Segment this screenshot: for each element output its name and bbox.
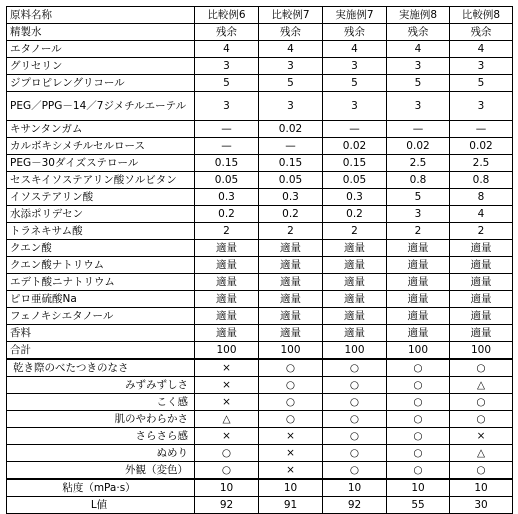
metric-row: [7, 497, 513, 514]
value-cell: 0.05: [323, 172, 387, 189]
ingredient-row: [7, 206, 513, 223]
value-cell: —: [259, 138, 323, 155]
ingredient-row: [7, 240, 513, 257]
value-cell: 10: [450, 479, 513, 497]
value-cell: 5: [195, 75, 259, 92]
ingredient-row: [7, 155, 513, 172]
value-cell: 適量: [387, 325, 450, 342]
value-cell: △: [195, 411, 259, 428]
row-label: グリセリン: [7, 58, 195, 75]
row-label: キサンタンガム: [7, 121, 195, 138]
value-cell: ○: [387, 394, 450, 411]
value-cell: 適量: [450, 325, 513, 342]
row-label: カルボキシメチルセルロース: [7, 138, 195, 155]
header-cell: 比較例6: [195, 7, 259, 24]
value-cell: 適量: [195, 291, 259, 308]
value-cell: 0.02: [450, 138, 513, 155]
header-cell: 原料名称: [7, 7, 195, 24]
value-cell: 適量: [323, 257, 387, 274]
value-cell: 適量: [387, 257, 450, 274]
value-cell: 2.5: [450, 155, 513, 172]
value-cell: 適量: [323, 274, 387, 291]
value-cell: ○: [450, 359, 513, 377]
ingredient-row: [7, 172, 513, 189]
value-cell: 0.15: [323, 155, 387, 172]
value-cell: △: [450, 377, 513, 394]
value-cell: ○: [259, 394, 323, 411]
value-cell: 残余: [259, 24, 323, 41]
ingredient-row: [7, 308, 513, 325]
header-row: [7, 7, 513, 24]
value-cell: 0.2: [195, 206, 259, 223]
evaluation-row: [7, 411, 513, 428]
value-cell: 2: [323, 223, 387, 240]
value-cell: 0.02: [323, 138, 387, 155]
value-cell: ○: [259, 377, 323, 394]
value-cell: 4: [195, 41, 259, 58]
value-cell: ○: [323, 359, 387, 377]
value-cell: ○: [323, 394, 387, 411]
value-cell: ○: [195, 445, 259, 462]
value-cell: 0.3: [323, 189, 387, 206]
value-cell: ○: [387, 462, 450, 480]
value-cell: 100: [323, 342, 387, 360]
value-cell: 4: [450, 206, 513, 223]
value-cell: ○: [387, 359, 450, 377]
value-cell: 0.3: [259, 189, 323, 206]
row-label: 肌のやわらかさ: [7, 411, 195, 428]
value-cell: ○: [323, 377, 387, 394]
value-cell: 10: [259, 479, 323, 497]
row-label: 香料: [7, 325, 195, 342]
value-cell: ○: [450, 394, 513, 411]
value-cell: 100: [195, 342, 259, 360]
value-cell: 適量: [195, 325, 259, 342]
value-cell: 適量: [323, 291, 387, 308]
value-cell: —: [387, 121, 450, 138]
value-cell: ○: [195, 462, 259, 480]
row-label: クエン酸ナトリウム: [7, 257, 195, 274]
header-cell: 実施例8: [387, 7, 450, 24]
value-cell: 適量: [195, 308, 259, 325]
value-cell: ○: [450, 411, 513, 428]
ingredient-row: [7, 92, 513, 121]
value-cell: 100: [387, 342, 450, 360]
value-cell: 残余: [323, 24, 387, 41]
value-cell: 5: [259, 75, 323, 92]
row-label: こく感: [7, 394, 195, 411]
ingredient-row: [7, 41, 513, 58]
value-cell: —: [450, 121, 513, 138]
value-cell: 3: [387, 206, 450, 223]
row-label: ジプロピレングリコール: [7, 75, 195, 92]
value-cell: 残余: [195, 24, 259, 41]
value-cell: 適量: [450, 240, 513, 257]
value-cell: 8: [450, 189, 513, 206]
value-cell: 91: [259, 497, 323, 514]
value-cell: 適量: [259, 308, 323, 325]
value-cell: 100: [259, 342, 323, 360]
metric-row: [7, 479, 513, 497]
value-cell: 適量: [387, 240, 450, 257]
formulation-table: [6, 6, 513, 514]
evaluation-row: [7, 428, 513, 445]
value-cell: 3: [259, 58, 323, 75]
value-cell: 3: [387, 92, 450, 121]
value-cell: 3: [259, 92, 323, 121]
evaluation-row: [7, 445, 513, 462]
value-cell: ○: [387, 445, 450, 462]
value-cell: 5: [323, 75, 387, 92]
row-label: 粘度（mPa·s）: [7, 479, 195, 497]
value-cell: ○: [450, 462, 513, 480]
evaluation-row: [7, 394, 513, 411]
ingredient-row: [7, 189, 513, 206]
value-cell: ×: [259, 445, 323, 462]
value-cell: 4: [450, 41, 513, 58]
row-label: エデト酸ニナトリウム: [7, 274, 195, 291]
value-cell: 10: [387, 479, 450, 497]
value-cell: ○: [387, 411, 450, 428]
value-cell: ×: [195, 359, 259, 377]
value-cell: 適量: [195, 274, 259, 291]
value-cell: 5: [387, 75, 450, 92]
value-cell: 2: [195, 223, 259, 240]
value-cell: ×: [259, 462, 323, 480]
value-cell: 100: [450, 342, 513, 360]
value-cell: ○: [323, 411, 387, 428]
row-label: PEG／PPG－14／7ジメチルエーテル: [7, 92, 195, 121]
header-cell: 比較例7: [259, 7, 323, 24]
evaluation-row: [7, 377, 513, 394]
ingredient-row: [7, 274, 513, 291]
value-cell: 適量: [323, 325, 387, 342]
value-cell: 0.05: [259, 172, 323, 189]
value-cell: 2: [259, 223, 323, 240]
value-cell: ×: [195, 394, 259, 411]
row-label: みずみずしさ: [7, 377, 195, 394]
formulation-table-container: [6, 6, 513, 514]
value-cell: 3: [195, 58, 259, 75]
table-body: [7, 7, 513, 514]
value-cell: 適量: [259, 257, 323, 274]
row-label: エタノール: [7, 41, 195, 58]
value-cell: 4: [387, 41, 450, 58]
value-cell: 2: [450, 223, 513, 240]
value-cell: 0.15: [259, 155, 323, 172]
value-cell: 適量: [323, 240, 387, 257]
value-cell: 0.2: [259, 206, 323, 223]
value-cell: 0.05: [195, 172, 259, 189]
row-label: 乾き際のべたつきのなさ: [7, 359, 195, 377]
row-label: 水添ポリデセン: [7, 206, 195, 223]
value-cell: ○: [259, 411, 323, 428]
value-cell: 2.5: [387, 155, 450, 172]
value-cell: 0.2: [323, 206, 387, 223]
value-cell: ×: [195, 377, 259, 394]
value-cell: 4: [323, 41, 387, 58]
value-cell: 0.02: [387, 138, 450, 155]
value-cell: ○: [387, 428, 450, 445]
row-label: 合計: [7, 342, 195, 360]
header-cell: 比較例8: [450, 7, 513, 24]
value-cell: 92: [195, 497, 259, 514]
ingredient-row: [7, 342, 513, 360]
row-label: L値: [7, 497, 195, 514]
value-cell: ○: [323, 445, 387, 462]
value-cell: 0.8: [450, 172, 513, 189]
value-cell: 適量: [450, 274, 513, 291]
value-cell: 適量: [259, 240, 323, 257]
evaluation-row: [7, 359, 513, 377]
value-cell: 適量: [387, 291, 450, 308]
value-cell: 4: [259, 41, 323, 58]
value-cell: 10: [195, 479, 259, 497]
ingredient-row: [7, 58, 513, 75]
value-cell: 適量: [259, 291, 323, 308]
value-cell: 2: [387, 223, 450, 240]
ingredient-row: [7, 325, 513, 342]
value-cell: ○: [323, 462, 387, 480]
row-label: 外観（変色）: [7, 462, 195, 480]
evaluation-row: [7, 462, 513, 480]
value-cell: ○: [387, 377, 450, 394]
row-label: ぬめり: [7, 445, 195, 462]
value-cell: 残余: [387, 24, 450, 41]
header-cell: 実施例7: [323, 7, 387, 24]
row-label: PEG－30ダイズステロール: [7, 155, 195, 172]
row-label: トラネキサム酸: [7, 223, 195, 240]
ingredient-row: [7, 291, 513, 308]
row-label: 精製水: [7, 24, 195, 41]
row-label: クエン酸: [7, 240, 195, 257]
value-cell: 0.15: [195, 155, 259, 172]
value-cell: 3: [195, 92, 259, 121]
value-cell: —: [323, 121, 387, 138]
value-cell: 適量: [259, 325, 323, 342]
value-cell: 55: [387, 497, 450, 514]
value-cell: 3: [450, 58, 513, 75]
value-cell: —: [195, 138, 259, 155]
value-cell: △: [450, 445, 513, 462]
ingredient-row: [7, 223, 513, 240]
value-cell: 適量: [450, 291, 513, 308]
value-cell: 適量: [195, 240, 259, 257]
value-cell: ○: [259, 359, 323, 377]
ingredient-row: [7, 138, 513, 155]
value-cell: 0.8: [387, 172, 450, 189]
row-label: セスキイソステアリン酸ソルビタン: [7, 172, 195, 189]
value-cell: 適量: [387, 274, 450, 291]
row-label: イソステアリン酸: [7, 189, 195, 206]
row-label: フェノキシエタノール: [7, 308, 195, 325]
value-cell: ×: [195, 428, 259, 445]
value-cell: 92: [323, 497, 387, 514]
value-cell: 3: [387, 58, 450, 75]
value-cell: ×: [450, 428, 513, 445]
value-cell: 10: [323, 479, 387, 497]
value-cell: ○: [323, 428, 387, 445]
value-cell: ×: [259, 428, 323, 445]
value-cell: 5: [450, 75, 513, 92]
value-cell: 適量: [387, 308, 450, 325]
value-cell: —: [195, 121, 259, 138]
value-cell: 適量: [259, 274, 323, 291]
value-cell: 適量: [195, 257, 259, 274]
value-cell: 3: [450, 92, 513, 121]
value-cell: 5: [387, 189, 450, 206]
value-cell: 残余: [450, 24, 513, 41]
ingredient-row: [7, 75, 513, 92]
value-cell: 30: [450, 497, 513, 514]
value-cell: 3: [323, 92, 387, 121]
value-cell: 0.3: [195, 189, 259, 206]
value-cell: 適量: [323, 308, 387, 325]
value-cell: 適量: [450, 257, 513, 274]
ingredient-row: [7, 24, 513, 41]
ingredient-row: [7, 121, 513, 138]
ingredient-row: [7, 257, 513, 274]
row-label: さらさら感: [7, 428, 195, 445]
value-cell: 0.02: [259, 121, 323, 138]
row-label: ピロ亜硫酸Na: [7, 291, 195, 308]
value-cell: 3: [323, 58, 387, 75]
value-cell: 適量: [450, 308, 513, 325]
